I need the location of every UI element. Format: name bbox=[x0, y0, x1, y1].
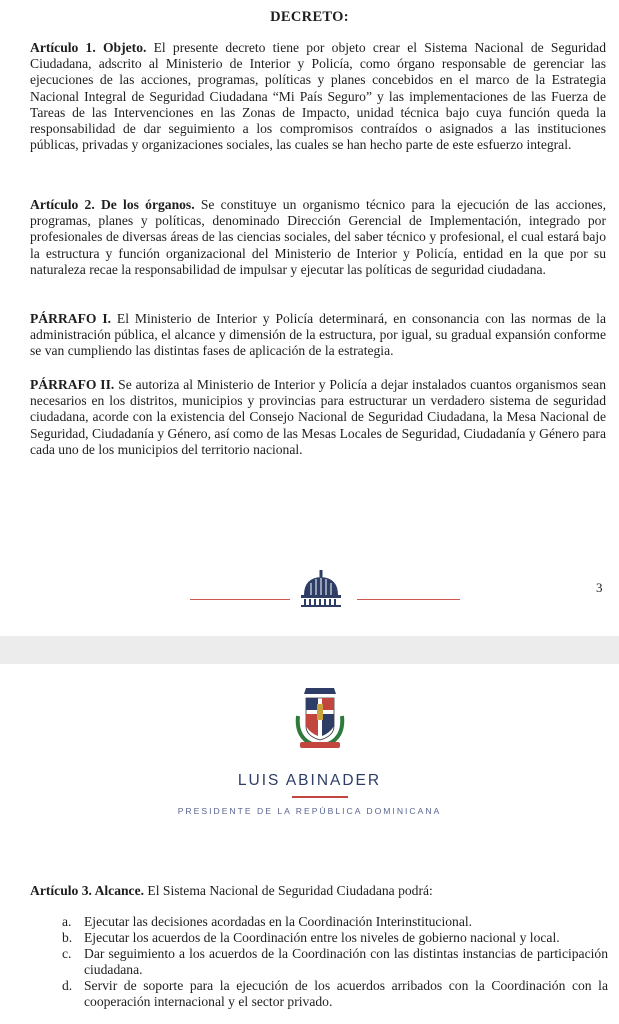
article-2-paragraph bbox=[30, 197, 606, 278]
list-item-text: Dar seguimiento a los acuerdos de la Coordinación con las distintas instancias de participación ciudadana. bbox=[84, 946, 608, 977]
list-marker: a. bbox=[62, 914, 72, 929]
list-marker: b. bbox=[62, 930, 73, 945]
palace-dome-icon bbox=[298, 569, 344, 607]
article-1-label: Artículo 1. Objeto. bbox=[30, 40, 147, 55]
page-number: 3 bbox=[596, 580, 603, 595]
paragraph-ii-label: PÁRRAFO II. bbox=[30, 377, 115, 392]
list-item-text: Servir de soporte para la ejecución de los acuerdos arribados con la Coordinación con la cooperación internacional y el sector privado. bbox=[84, 978, 608, 1009]
paragraph-i bbox=[30, 311, 606, 360]
article-3-label: Artículo 3. Alcance. bbox=[30, 883, 145, 898]
article-1-text: El presente decreto tiene por objeto crear el Sistema Nacional de Seguridad Ciudadana, adscrito al Ministerio de Interior y Policía, como órgano responsable de gerenciar las ejecuciones de las acciones, programas, políticas y planes concebidos en el marco de la Estrategia Nacional Integral de Seguridad Ciudadana “Mi País Seguro” y las implementaciones de las Fuerza de Tareas de las Intervenciones en las Zonas de Impacto, unidad técnica bajo cuya función queda la responsabilidad de dar seguimiento a los compromisos contraídos o asignados a las instituciones públicas, privadas y organizaciones sociales, las cuales se han hecho parte de este esfuerzo integral. bbox=[30, 40, 607, 153]
scope-list bbox=[62, 914, 608, 1010]
list-marker: c. bbox=[62, 946, 72, 961]
president-underline bbox=[292, 796, 348, 798]
list-item bbox=[62, 978, 608, 1010]
article-3-paragraph bbox=[30, 883, 606, 899]
list-item bbox=[62, 914, 608, 930]
list-marker: d. bbox=[62, 978, 73, 993]
article-2-label: Artículo 2. De los órganos. bbox=[30, 197, 195, 212]
list-item bbox=[62, 946, 608, 978]
president-title: PRESIDENTE DE LA REPÚBLICA DOMINICANA bbox=[177, 806, 442, 816]
president-name: LUIS ABINADER bbox=[237, 772, 382, 789]
paragraph-ii bbox=[30, 377, 606, 458]
article-2-text: Se constituye un organismo técnico para la ejecución de las acciones, programas, planes y políticas, denominado Dirección Gerencial de Implementación, integrado por profesionales de diversas áreas de las ciencias sociales, del saber técnico y profesional, el cual estará bajo la estructura y función organizacional del Ministerio de Interior y Policía, entidad en la que por su naturaleza recae la responsabilidad de impulsar y ejecutar las políticas de seguridad ciudadana. bbox=[30, 197, 606, 277]
decree-heading: DECRETO: bbox=[270, 9, 349, 25]
list-item bbox=[62, 930, 608, 946]
article-3-text: El Sistema Nacional de Seguridad Ciudadana podrá: bbox=[144, 883, 433, 898]
article-1-paragraph bbox=[30, 40, 606, 153]
footer-divider-right bbox=[357, 599, 460, 600]
document-page-4 bbox=[0, 664, 619, 1024]
footer-divider-left bbox=[190, 599, 290, 600]
list-item-text: Ejecutar las decisiones acordadas en la Coordinación Interinstitucional. bbox=[84, 914, 473, 929]
list-item-text: Ejecutar los acuerdos de la Coordinación entre los niveles de gobierno nacional y local. bbox=[84, 930, 560, 945]
paragraph-i-label: PÁRRAFO I. bbox=[30, 311, 112, 326]
paragraph-ii-text: Se autoriza al Ministerio de Interior y Policía a dejar instalados cuantos organismos sean necesarios en los distritos, municipios y provincias para estructurar un verdadero sistema de seguridad ciudadana, acorde con la existencia del Consejo Nacional de Seguridad Ciudadana, la Mesa Nacional de Seguridad, Ciudadanía y Género, así como de las Mesas Locales de Seguridad, Ciudadanía y Género para cada uno de los municipios del territorio nacional. bbox=[30, 377, 606, 457]
coat-of-arms-icon bbox=[290, 686, 350, 752]
paragraph-i-text: El Ministerio de Interior y Policía determinará, en consonancia con las normas de la administración pública, el alcance y dimensión de la estructura, por igual, su gradual expansión conforme se van cumpliendo las distintas fases de aplicación de la estrategia. bbox=[30, 311, 606, 359]
